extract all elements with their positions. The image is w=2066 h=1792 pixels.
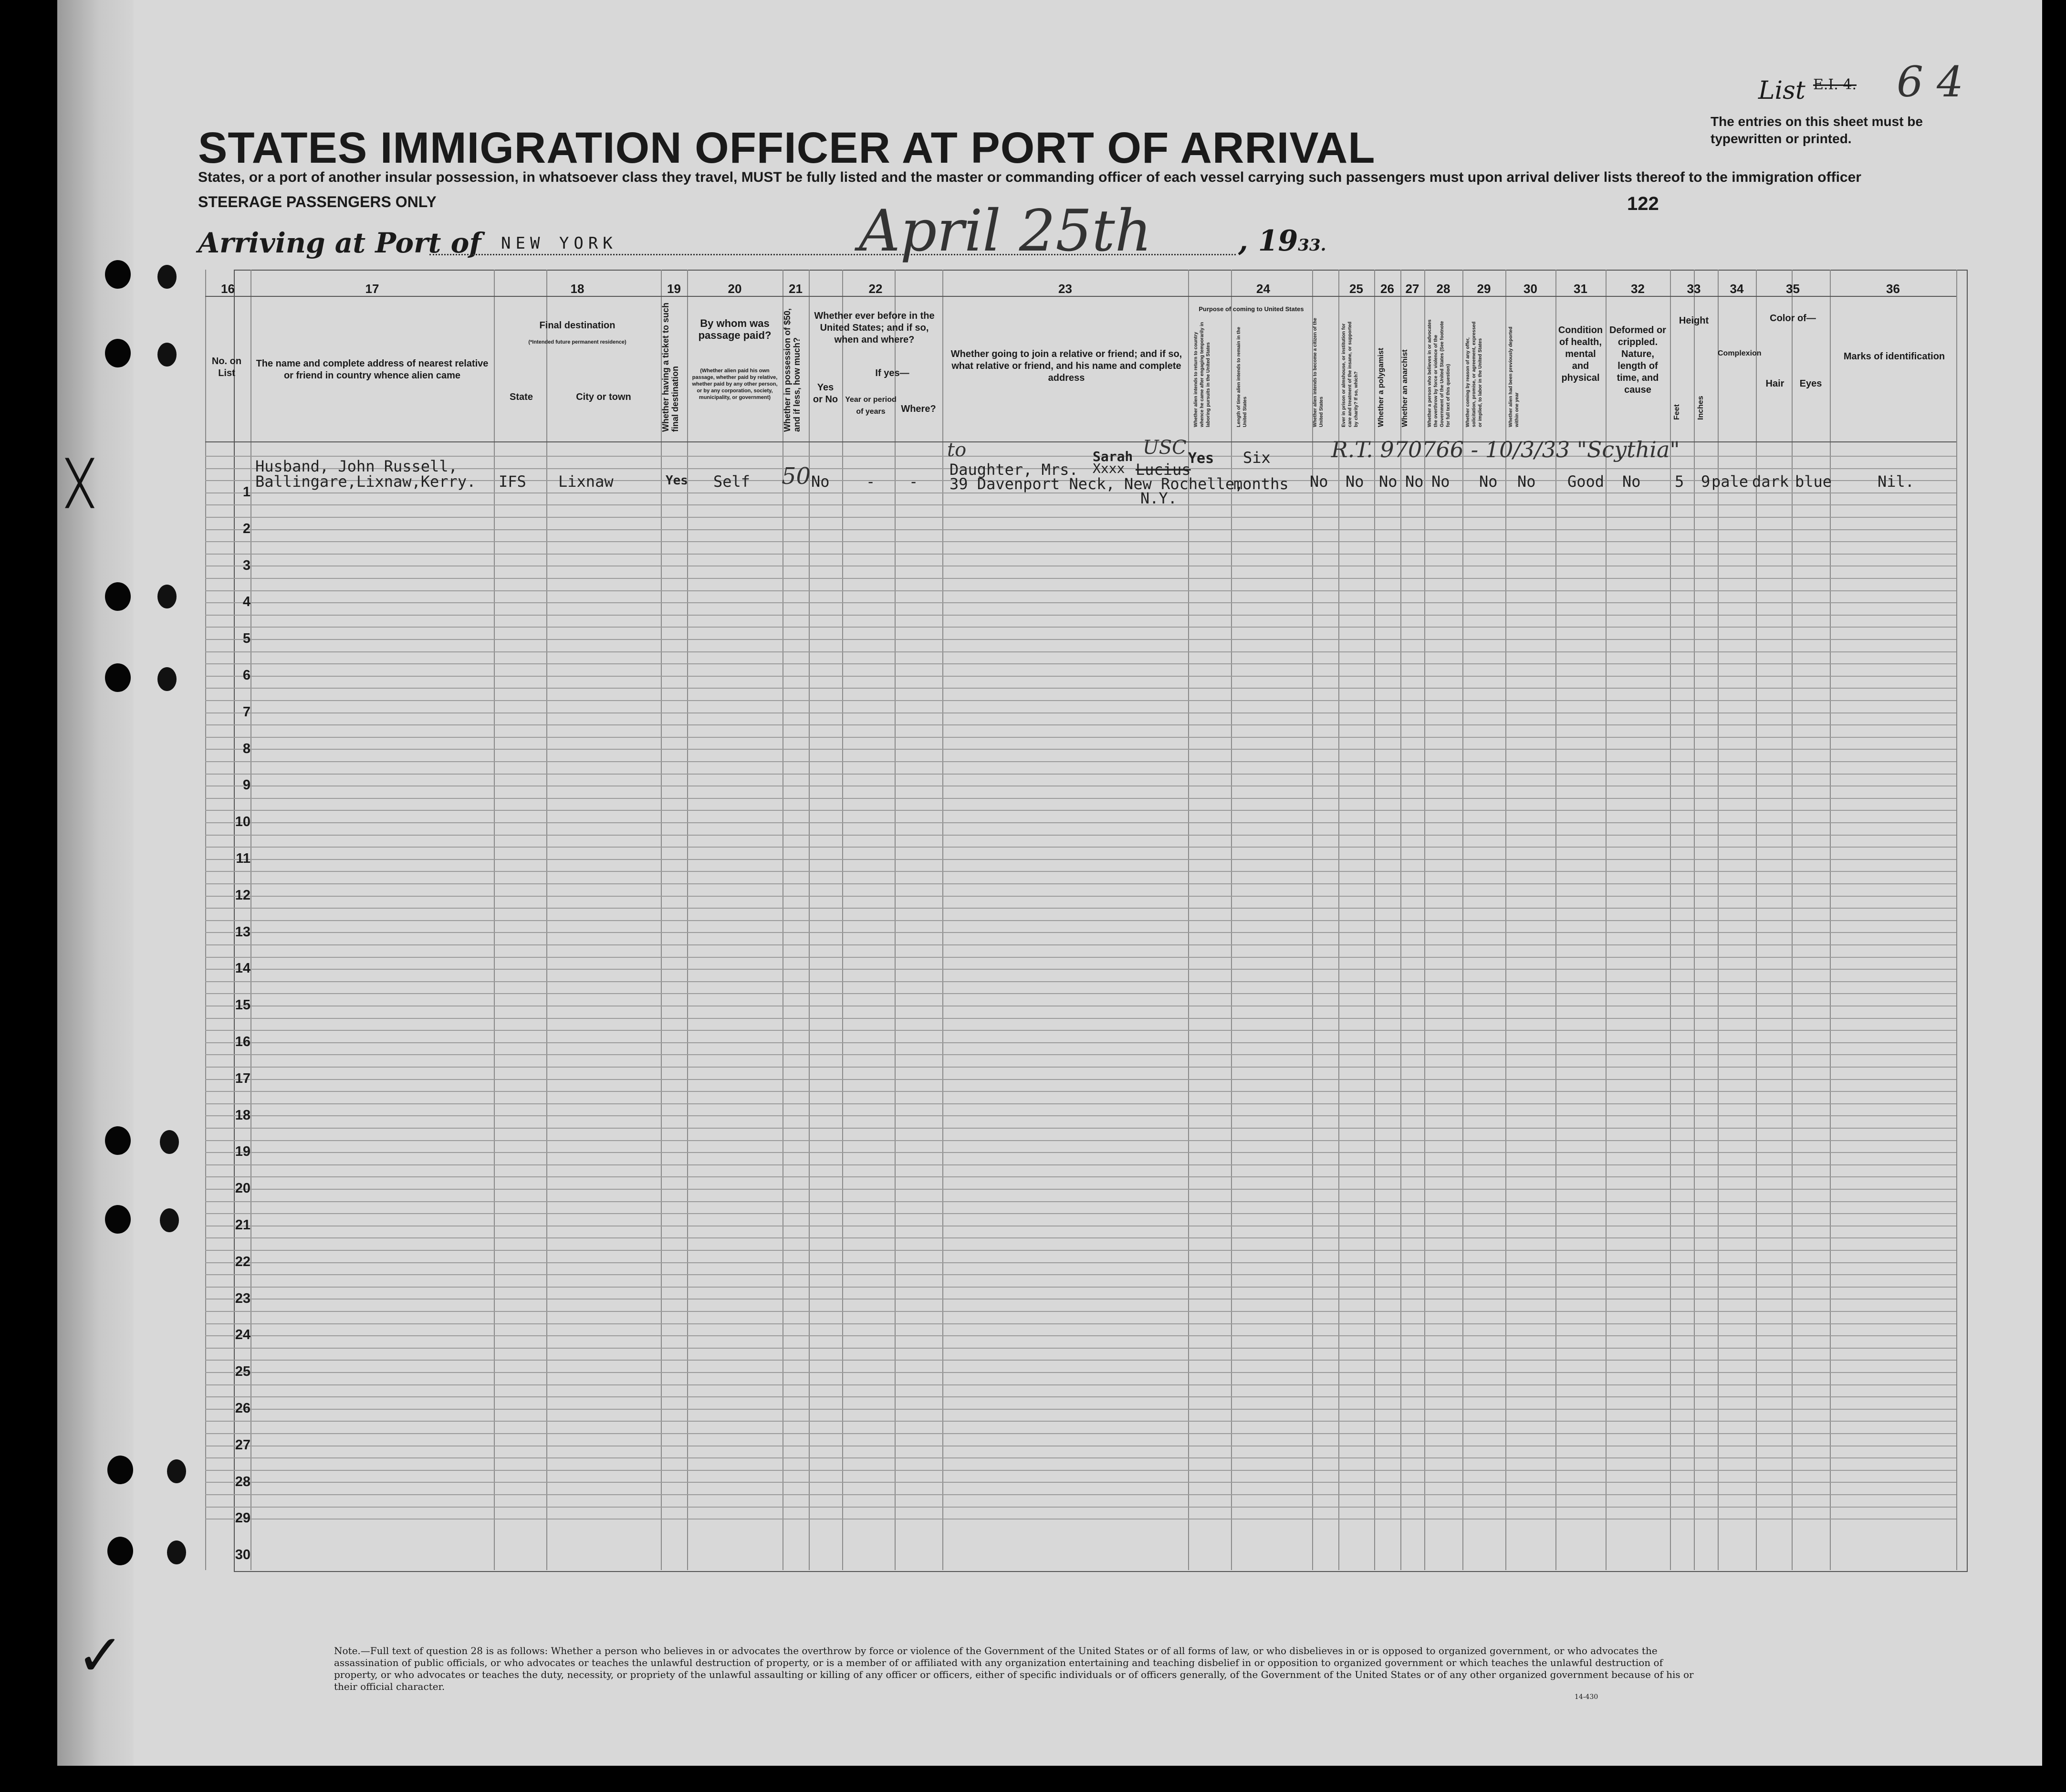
marks-value: Nil. bbox=[1878, 472, 1915, 491]
row-rule bbox=[205, 517, 1956, 518]
length-stay-2: months bbox=[1233, 475, 1289, 493]
row-rule bbox=[205, 1164, 1956, 1165]
punch-hole-icon bbox=[105, 1205, 131, 1234]
row-rule bbox=[205, 1372, 1956, 1373]
header-c24: Purpose of coming to United States bbox=[1199, 305, 1304, 313]
row-rule bbox=[205, 578, 1956, 579]
passenger-class: STEERAGE PASSENGERS ONLY bbox=[198, 193, 437, 210]
punch-hole-icon bbox=[160, 1208, 179, 1232]
header-c35-hair: Hair bbox=[1765, 378, 1784, 389]
row-rule bbox=[205, 969, 1956, 970]
row-rule bbox=[205, 1409, 1956, 1410]
row-rule bbox=[205, 737, 1956, 738]
row-number: 29 bbox=[235, 1510, 250, 1526]
punch-hole-icon bbox=[157, 585, 177, 608]
row-rule bbox=[205, 1311, 1956, 1312]
row-rule bbox=[205, 1042, 1956, 1043]
row-rule bbox=[205, 1396, 1956, 1397]
row-rule bbox=[205, 504, 1956, 505]
punch-hole-icon bbox=[160, 1130, 179, 1154]
row-rule bbox=[205, 1494, 1956, 1495]
row-rule bbox=[205, 651, 1956, 652]
column-number: 19 bbox=[667, 282, 681, 296]
row-number: 2 bbox=[242, 521, 250, 536]
row-rule bbox=[205, 456, 1956, 457]
row-rule bbox=[205, 1360, 1956, 1361]
header-c20-sub: (Whether alien paid his own passage, whether paid by relative, whether paid by any other person, or by any corporation, society, municipality, or government) bbox=[692, 368, 778, 400]
dest-state: IFS bbox=[499, 472, 526, 491]
hair-value: dark bbox=[1752, 472, 1789, 491]
row-number: 17 bbox=[235, 1070, 250, 1086]
row-number: 13 bbox=[235, 924, 250, 940]
header-c24-c: Whether alien intends to become a citizen of the United States bbox=[1313, 318, 1324, 427]
row-rule bbox=[205, 1152, 1956, 1153]
row-rule bbox=[205, 615, 1956, 616]
column-number: 20 bbox=[728, 282, 742, 296]
arrival-date-handwritten: April 25th bbox=[859, 198, 1152, 264]
header-c26: Whether a polygamist bbox=[1377, 347, 1385, 427]
row-number: 14 bbox=[235, 961, 250, 976]
header-c22-where: Where? bbox=[901, 404, 936, 414]
row-number: 8 bbox=[242, 741, 250, 756]
join-name-typed: Xxxx bbox=[1093, 461, 1125, 476]
row-rule bbox=[205, 1079, 1956, 1080]
row-rule bbox=[205, 663, 1956, 664]
row-number: 23 bbox=[235, 1290, 250, 1306]
deported-value: No bbox=[1517, 472, 1536, 491]
row-number: 11 bbox=[236, 851, 250, 866]
row-rule bbox=[205, 1030, 1956, 1031]
row-rule bbox=[205, 908, 1956, 909]
header-c18-sub: (*Intended future permanent residence) bbox=[528, 339, 626, 345]
column-number: 24 bbox=[1256, 282, 1270, 296]
column-number: 23 bbox=[1058, 282, 1072, 296]
header-c25: Ever in prison or almshouse, or institution for care and treatment of the insane, or supported by charity? If so, which? bbox=[1341, 321, 1359, 427]
port-value: NEW YORK bbox=[501, 234, 617, 253]
column-number: 34 bbox=[1730, 282, 1744, 296]
row-rule bbox=[205, 724, 1956, 725]
header-c31: Condition of health, mental and physical bbox=[1558, 325, 1603, 383]
join-usc-handwritten: USC bbox=[1143, 437, 1187, 459]
row-rule bbox=[205, 1287, 1956, 1288]
footnote: Note.—Full text of question 28 is as follows: Whether a person who believes in or advocates the overthrow by force or violence of the Government of the United States or of all forms of law, or who disbelieves in or is opposed to organized government, or who advocates the assassination of public officials, or who advocates or teaches the unlawful destruction of property, or is a member of or affiliated with any organization entertaining and teaching disbelief in or opposition to organized government or which teaches the unlawful destruction of property, or who advocates or teaches the duty, necessity, or propriety of the unlawful assaulting or killing of any officer or officers, either of specific individuals or of officers generally, of the Government of the United States or of any other organized government because of his or their official character. bbox=[334, 1645, 1694, 1692]
header-c34: Complexion bbox=[1718, 349, 1762, 357]
row-rule bbox=[205, 1201, 1956, 1202]
length-stay-1: Six bbox=[1243, 449, 1271, 467]
column-number: 21 bbox=[789, 282, 803, 296]
row-number: 9 bbox=[242, 777, 250, 793]
row-rule bbox=[205, 957, 1956, 958]
row-rule bbox=[205, 810, 1956, 811]
punch-hole-icon bbox=[157, 343, 177, 367]
year-period: - bbox=[866, 472, 876, 491]
row-rule bbox=[205, 1067, 1956, 1068]
row-rule bbox=[205, 1470, 1956, 1471]
row-rule bbox=[205, 981, 1956, 982]
list-label: List bbox=[1758, 76, 1805, 105]
punch-hole-icon bbox=[157, 265, 177, 289]
row-rule bbox=[205, 468, 1956, 469]
row-number: 22 bbox=[235, 1254, 250, 1269]
header-c35-eyes: Eyes bbox=[1799, 378, 1822, 389]
row-rule bbox=[205, 822, 1956, 823]
q29-value: No bbox=[1479, 472, 1498, 491]
row-number: 12 bbox=[235, 887, 250, 903]
column-number: 36 bbox=[1886, 282, 1900, 296]
row-number: 10 bbox=[235, 814, 250, 830]
row-rule bbox=[205, 1335, 1956, 1336]
list-value: E.I. 4. bbox=[1813, 76, 1857, 93]
row-number: 15 bbox=[235, 997, 250, 1013]
row-rule bbox=[205, 774, 1956, 775]
form-instruction: States, or a port of another insular possession, in whatsoever class they travel, MUST be fully listed and the master or commanding officer of each vessel carrying such passengers must upon arrival deliver lists thereof to the immigration officer bbox=[198, 169, 1861, 185]
join-name-handwritten: Sarah bbox=[1093, 449, 1133, 464]
punch-hole-icon bbox=[107, 1456, 133, 1484]
row-rule bbox=[205, 1323, 1956, 1324]
punch-hole-icon bbox=[105, 260, 131, 289]
header-c33: Height bbox=[1679, 315, 1709, 326]
row-rule bbox=[205, 1103, 1956, 1104]
row-number: 25 bbox=[235, 1364, 250, 1380]
column-number: 25 bbox=[1349, 282, 1363, 296]
row-number: 5 bbox=[242, 631, 250, 647]
row-rule bbox=[205, 1433, 1956, 1434]
row-rule bbox=[205, 896, 1956, 897]
check-mark-icon: ✓ bbox=[76, 1623, 125, 1689]
row-number: 3 bbox=[242, 557, 250, 573]
q28-value: No bbox=[1431, 472, 1450, 491]
row-rule bbox=[205, 627, 1956, 628]
row-rule bbox=[205, 700, 1956, 701]
health-value: Good bbox=[1567, 472, 1605, 491]
row-rule bbox=[205, 1176, 1956, 1177]
row-rule bbox=[205, 1250, 1956, 1251]
row-number: 20 bbox=[235, 1181, 250, 1196]
header-c22: Whether ever before in the United States; and if so, when and where? bbox=[814, 311, 935, 345]
form-title: STATES IMMIGRATION OFFICER AT PORT OF ARRIVAL bbox=[198, 124, 1376, 172]
row-number: 26 bbox=[235, 1401, 250, 1416]
check-mark-icon: ╳ bbox=[67, 458, 93, 508]
column-number: 18 bbox=[570, 282, 584, 296]
dest-city: Lixnaw bbox=[558, 472, 614, 491]
row-number: 16 bbox=[235, 1034, 250, 1049]
column-number: 33 bbox=[1687, 282, 1701, 296]
row-rule bbox=[205, 639, 1956, 640]
header-c24-b: Length of time alien intends to remain in the United States bbox=[1236, 326, 1248, 427]
where-value: - bbox=[909, 472, 918, 491]
row-number: 27 bbox=[235, 1437, 250, 1453]
header-c29: Whether coming by reason of any offer, solicitation, promise, or agreement, expressed or implied, to labor in the United States bbox=[1465, 321, 1483, 427]
row-rule bbox=[205, 1091, 1956, 1092]
citizen-intent: No bbox=[1310, 472, 1328, 491]
relative-line1: Husband, John Russell, bbox=[255, 457, 458, 475]
row-rule bbox=[205, 602, 1956, 603]
return-intent: Yes bbox=[1188, 450, 1214, 467]
row-rule bbox=[205, 1237, 1956, 1238]
polygamist-value: No bbox=[1379, 472, 1398, 491]
row-rule bbox=[205, 883, 1956, 884]
row-rule bbox=[205, 1262, 1956, 1263]
row-rule bbox=[205, 993, 1956, 994]
row-rule bbox=[205, 920, 1956, 921]
row-rule bbox=[205, 676, 1956, 677]
header-c33-inches: Inches bbox=[1697, 396, 1705, 420]
row-rule bbox=[205, 688, 1956, 689]
column-number: 26 bbox=[1380, 282, 1394, 296]
handwritten-annotation: R.T. 970766 - 10/3/33 "Scythia" bbox=[1331, 437, 1680, 462]
column-number: 31 bbox=[1574, 282, 1587, 296]
header-c32: Deformed or crippled. Nature, length of time, and cause bbox=[1609, 325, 1666, 395]
column-number: 27 bbox=[1405, 282, 1419, 296]
column-number: 30 bbox=[1523, 282, 1537, 296]
row-rule bbox=[205, 835, 1956, 836]
row-rule bbox=[205, 1140, 1956, 1141]
header-c35: Color of— bbox=[1770, 313, 1816, 324]
height-inches: 9 bbox=[1701, 472, 1711, 491]
row-rule bbox=[205, 1054, 1956, 1055]
join-line1: Daughter, Mrs. bbox=[950, 461, 1078, 479]
year-prefix: , 19 bbox=[1238, 224, 1298, 258]
header-c22-yes-no: Yes or No bbox=[813, 382, 838, 405]
row-rule bbox=[205, 1128, 1956, 1129]
row-number: 7 bbox=[242, 704, 250, 720]
row-rule bbox=[205, 1189, 1956, 1190]
height-feet: 5 bbox=[1675, 472, 1684, 491]
column-number: 32 bbox=[1631, 282, 1645, 296]
paid-by: Self bbox=[713, 472, 751, 491]
row-rule bbox=[205, 541, 1956, 542]
punch-hole-icon bbox=[167, 1540, 186, 1564]
punch-hole-icon bbox=[105, 339, 131, 367]
money-value: 50 bbox=[782, 463, 811, 490]
row-rule bbox=[205, 761, 1956, 762]
row-rule bbox=[205, 932, 1956, 933]
relative-line2: Ballingare,Lixnaw,Kerry. bbox=[255, 472, 476, 491]
header-c28: Whether a person who believes in or advocates the overthrow by force or violence of the Government of the United States (See footnote for full text of this question) bbox=[1427, 319, 1451, 427]
anarchist-value: No bbox=[1405, 472, 1424, 491]
row-rule bbox=[205, 1274, 1956, 1275]
entries-note: The entries on this sheet must be typewritten or printed. bbox=[1711, 114, 1923, 146]
column-divider bbox=[1956, 270, 1957, 1570]
join-line3: N.Y. bbox=[1140, 489, 1178, 507]
row-number: 6 bbox=[242, 668, 250, 683]
row-rule bbox=[205, 554, 1956, 555]
row-rule bbox=[205, 1519, 1956, 1520]
row-number: 21 bbox=[235, 1217, 250, 1233]
punch-hole-icon bbox=[157, 667, 177, 691]
header-c36: Marks of identification bbox=[1843, 351, 1945, 362]
row-number: 4 bbox=[242, 594, 250, 610]
punch-hole-icon bbox=[107, 1537, 133, 1565]
header-c18: Final destination bbox=[539, 320, 616, 331]
join-line2: 39 Davenport Neck, New Rochelle, bbox=[950, 475, 1244, 493]
header-divider bbox=[205, 441, 1956, 442]
row-rule bbox=[205, 1384, 1956, 1385]
row-rule bbox=[205, 1115, 1956, 1116]
row-number: 28 bbox=[235, 1474, 250, 1489]
row-number: 1 bbox=[242, 484, 250, 500]
row-rule bbox=[205, 590, 1956, 591]
column-number: 35 bbox=[1786, 282, 1800, 296]
row-rule bbox=[205, 1213, 1956, 1214]
row-rule bbox=[205, 1482, 1956, 1483]
punch-hole-icon bbox=[167, 1459, 186, 1483]
header-c23: Whether going to join a relative or friend; and if so, what relative or friend, and his name and complete address bbox=[950, 349, 1182, 383]
row-rule bbox=[205, 1348, 1956, 1349]
prison-value: No bbox=[1346, 472, 1364, 491]
list-number-handwritten: 6 4 bbox=[1897, 57, 1963, 106]
header-c18-state: State bbox=[510, 392, 533, 402]
row-rule bbox=[205, 944, 1956, 945]
header-c22-if-yes: If yes— bbox=[875, 368, 909, 378]
punch-hole-icon bbox=[105, 1126, 131, 1155]
header-c24-a: Whether alien intends to return to country whence he came after engaging temporarily in laboring pursuits in the United States bbox=[1193, 322, 1211, 427]
punch-hole-icon bbox=[105, 582, 131, 611]
arriving-label: Arriving at Port of bbox=[198, 227, 481, 259]
row-number: 18 bbox=[235, 1107, 250, 1123]
eyes-value: blue bbox=[1795, 472, 1832, 491]
year-suffix: 33. bbox=[1298, 236, 1326, 255]
row-rule bbox=[205, 859, 1956, 860]
row-rule bbox=[205, 749, 1956, 750]
column-number: 22 bbox=[868, 282, 883, 296]
column-number: 16 bbox=[221, 282, 235, 296]
row-rule bbox=[205, 529, 1956, 530]
before-us: No bbox=[811, 472, 830, 491]
row-rule bbox=[205, 1018, 1956, 1019]
header-c22-year: Year or period of years bbox=[845, 396, 897, 416]
row-number: 30 bbox=[235, 1547, 250, 1563]
header-c27: Whether an anarchist bbox=[1401, 349, 1409, 427]
row-rule bbox=[205, 871, 1956, 872]
header-no-on-list: No. on List bbox=[211, 356, 242, 378]
row-rule bbox=[205, 798, 1956, 799]
form-id: 14-430 bbox=[1575, 1693, 1598, 1701]
row-rule bbox=[205, 1507, 1956, 1508]
punch-hole-icon bbox=[105, 663, 131, 692]
header-c30: Whether alien had been previously deported within one year bbox=[1508, 326, 1520, 427]
column-number: 29 bbox=[1477, 282, 1491, 296]
row-rule bbox=[205, 1421, 1956, 1422]
header-c21: Whether in possession of $50, and if less, how much? bbox=[783, 308, 802, 432]
header-c20: By whom was passage paid? bbox=[698, 317, 772, 341]
row-rule bbox=[205, 1457, 1956, 1458]
header-c19: Whether having a ticket to such final destination bbox=[661, 302, 680, 432]
complexion-value: pale bbox=[1711, 472, 1749, 491]
arrival-year bbox=[1238, 224, 1326, 258]
deformed-value: No bbox=[1622, 472, 1641, 491]
ticket-value: Yes bbox=[666, 473, 688, 488]
sheet-number: 122 bbox=[1627, 193, 1659, 214]
header-c18-city: City or town bbox=[576, 392, 631, 402]
row-rule bbox=[205, 847, 1956, 848]
column-number: 17 bbox=[365, 282, 379, 296]
join-handwritten: to bbox=[947, 439, 967, 461]
join-struck: Lucius bbox=[1136, 461, 1191, 479]
row-number: 24 bbox=[235, 1327, 250, 1343]
header-c33-feet: Feet bbox=[1673, 404, 1681, 420]
header-c17: The name and complete address of nearest relative or friend in country whence alien came bbox=[256, 358, 489, 381]
row-number: 19 bbox=[235, 1144, 250, 1160]
column-number: 28 bbox=[1436, 282, 1450, 296]
